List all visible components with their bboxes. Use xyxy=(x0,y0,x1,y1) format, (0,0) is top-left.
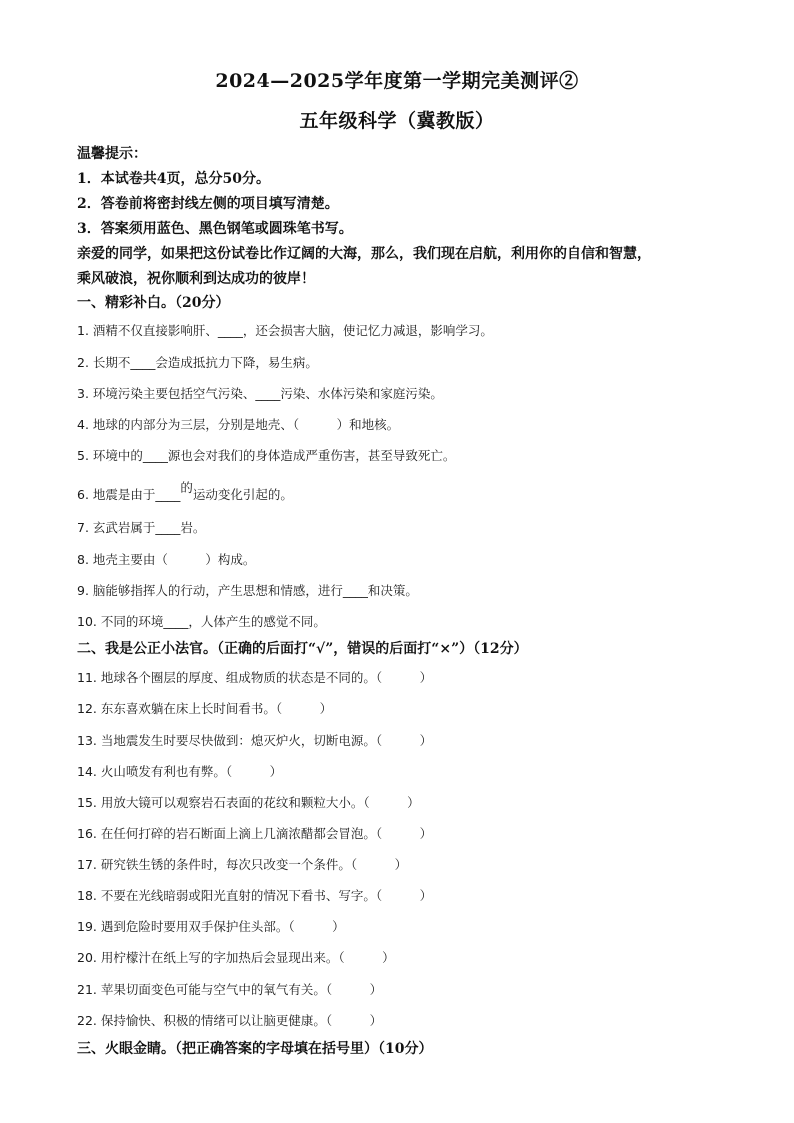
question-20: 20. 用柠檬汁在纸上写的字加热后会显现出来。（ ） xyxy=(77,950,395,965)
tip-item: 3．答案须用蓝色、黑色钢笔或圆珠笔书写。 xyxy=(77,221,353,237)
section3-heading: 三、火眼金睛。（把正确答案的字母填在括号里）（10分） xyxy=(77,1041,433,1057)
question-11: 11. 地球各个圈层的厚度、组成物质的状态是不同的。（ ） xyxy=(77,670,433,685)
encourage-line-2: 乘风破浪，祝你顺利到达成功的彼岸！ xyxy=(77,271,315,287)
question-17: 17. 研究铁生锈的条件时，每次只改变一个条件。（ ） xyxy=(77,857,408,872)
encourage-line-1: 亲爱的同学，如果把这份试卷比作辽阔的大海，那么，我们现在启航，利用你的自信和智慧， xyxy=(77,246,651,262)
question-15: 15. 用放大镜可以观察岩石表面的花纹和颗粒大小。（ ） xyxy=(77,795,420,810)
question-13: 13. 当地震发生时要尽快做到：熄灭炉火，切断电源。（ ） xyxy=(77,733,433,748)
question-12: 12. 东东喜欢躺在床上长时间看书。（ ） xyxy=(77,701,333,716)
tips-heading: 温馨提示： xyxy=(77,146,147,162)
exam-title: 2024—2025学年度第一学期完美测评② xyxy=(215,70,579,92)
question-6-start: 6. 地震是由于____ xyxy=(77,487,181,502)
question-18: 18. 不要在光线暗弱或阳光直射的情况下看书、写字。（ ） xyxy=(77,888,433,903)
tip-item: 2．答卷前将密封线左侧的项目填写清楚。 xyxy=(77,196,339,212)
tip-item: 1．本试卷共4页，总分50分。 xyxy=(77,171,270,187)
question-10: 10. 不同的环境____，人体产生的感觉不同。 xyxy=(77,614,326,629)
question-6-sup: 的 xyxy=(180,480,193,495)
question-6-end: 运动变化引起的。 xyxy=(192,487,293,502)
question-14: 14. 火山喷发有利也有弊。（ ） xyxy=(77,764,283,779)
question-21: 21. 苹果切面变色可能与空气中的氧气有关。（ ） xyxy=(77,982,383,997)
question-4: 4. 地球的内部分为三层，分别是地壳、（ ）和地核。 xyxy=(77,417,400,432)
question-9: 9. 脑能够指挥人的行动，产生思想和情感，进行____和决策。 xyxy=(77,583,418,598)
question-1: 1. 酒精不仅直接影响肝、____，还会损害大脑，使记忆力减退，影响学习。 xyxy=(77,323,493,338)
question-22: 22. 保持愉快、积极的情绪可以让脑更健康。（ ） xyxy=(77,1013,383,1028)
question-8: 8. 地壳主要由（ ）构成。 xyxy=(77,552,256,567)
question-2: 2. 长期不____会造成抵抗力下降，易生病。 xyxy=(77,355,318,370)
question-16: 16. 在任何打碎的岩石断面上滴上几滴浓醋都会冒泡。（ ） xyxy=(77,826,433,841)
section1-heading: 一、精彩补白。（20分） xyxy=(77,295,230,311)
question-5: 5. 环境中的____源也会对我们的身体造成严重伤害，甚至导致死亡。 xyxy=(77,448,456,463)
question-3: 3. 环境污染主要包括空气污染、____污染、水体污染和家庭污染。 xyxy=(77,386,443,401)
question-7: 7. 玄武岩属于____岩。 xyxy=(77,520,206,535)
question-6 xyxy=(77,480,293,503)
section2-heading: 二、我是公正小法官。（正确的后面打“√”，错误的后面打“×”）（12分） xyxy=(77,641,528,657)
question-19: 19. 遇到危险时要用双手保护住头部。（ ） xyxy=(77,919,345,934)
exam-subtitle: 五年级科学（冀教版） xyxy=(299,110,495,132)
